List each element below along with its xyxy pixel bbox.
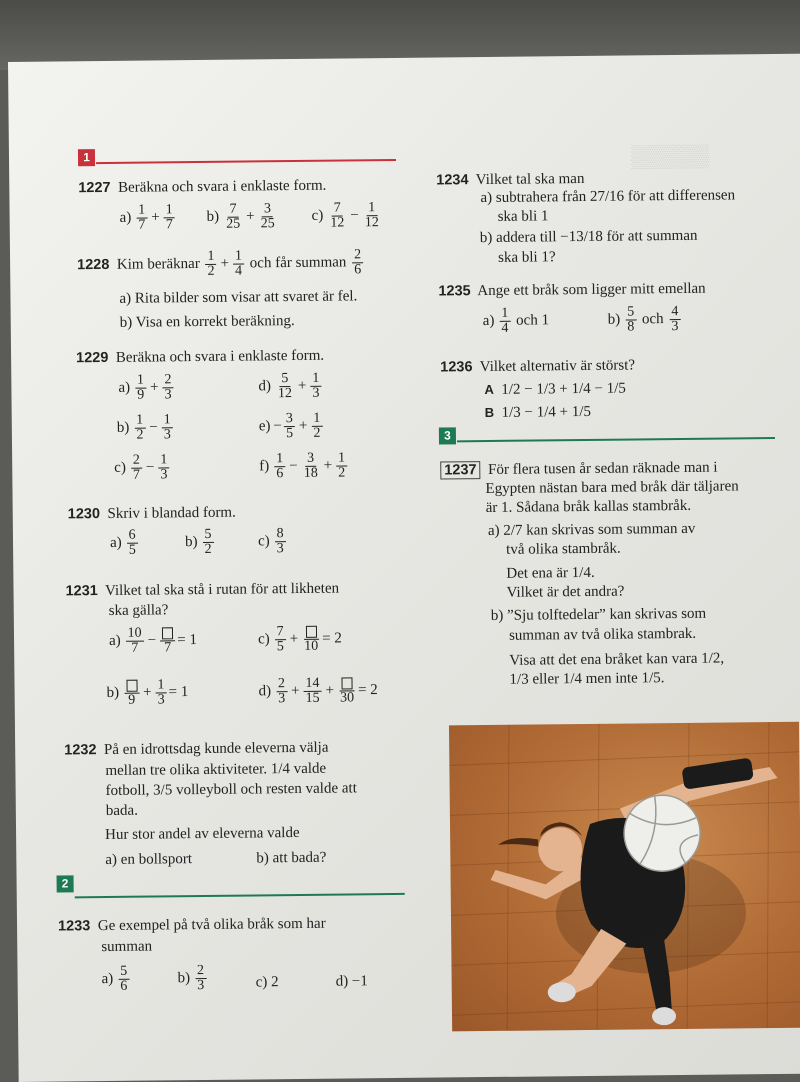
exercise-1232: 1232 På en idrottsdag kunde eleverna välja xyxy=(64,739,329,759)
exercise-1228-a: a) Rita bilder som visar att svaret är fel. xyxy=(119,288,358,307)
exercise-1227-b: b) $\frac{7}{25}$ + $\frac{3}{25}$ xyxy=(206,201,275,232)
exercise-1227-c: c) $\frac{7}{12}$ − $\frac{1}{12}$ xyxy=(311,200,379,231)
exercise-1230-c: c) $\frac{8}{3}$ xyxy=(257,526,284,557)
exercise-1237-b1: b) ”Sju tolftedelar” kan skrivas som xyxy=(490,605,707,624)
exercise-1237-a2: två olika stambråk. xyxy=(506,540,621,558)
exercise-1237-l3: är 1. Sådana bråk kallas stambråk. xyxy=(485,497,692,517)
exercise-1237-a1: a) 2/7 kan skrivas som summan av xyxy=(487,520,696,539)
volleyball-photo xyxy=(449,722,800,1032)
exercise-1229-c: c) $\frac{2}{7}$ − $\frac{1}{3}$ xyxy=(114,452,168,483)
exercise-1234-b1: b) addera till −13/18 för att summan xyxy=(479,227,698,247)
section-badge-2: 2 xyxy=(57,875,74,892)
exercise-1233-a: a) $\frac{5}{6}$ xyxy=(101,963,128,994)
answer-box xyxy=(341,677,352,689)
exercise-1227: 1227 Beräkna och svara i enklaste form. xyxy=(78,177,327,197)
exercise-1232-l3: fotboll, 3/5 volleyboll och resten valde att xyxy=(105,780,357,800)
section-rule-1 xyxy=(96,159,396,164)
exercise-1230-b: b) $\frac{5}{2}$ xyxy=(184,526,212,557)
section-badge-1: 1 xyxy=(78,149,95,166)
exercise-1233: 1233 Ge exempel på två olika bråk som har xyxy=(57,915,326,935)
exercise-1229-a: a) $\frac{1}{9}$ + $\frac{2}{3}$ xyxy=(118,372,172,403)
exercise-1232-l2: mellan tre olika aktiviteter. 1/4 valde xyxy=(105,760,327,780)
exercise-1233-l2: summan xyxy=(101,938,153,956)
exercise-1231-b: b) 9 + $\frac{1}{3}$ = 1 xyxy=(106,677,189,708)
exercise-1233-d: d) −1 xyxy=(335,973,368,990)
exercise-1237-a4: Vilket är det andra? xyxy=(506,583,625,601)
exercise-1237-b3: Visa att det ena bråket kan vara 1/2, xyxy=(509,650,725,669)
exercise-1236-option-b: B 1/3 − 1/4 + 1/5 xyxy=(484,403,592,421)
exercise-1236: 1236 Vilket alternativ är störst? xyxy=(440,357,636,376)
exercise-1229-e: e) − $\frac{3}{5}$ + $\frac{1}{2}$ xyxy=(258,410,321,442)
exercise-1231-c: c) $\frac{7}{5}$ + 10 = 2 xyxy=(257,624,342,655)
exercise-1229: 1229 Beräkna och svara i enklaste form. xyxy=(76,347,325,367)
exercise-1232-l4: bada. xyxy=(105,802,139,820)
section-badge-3: 3 xyxy=(439,427,456,444)
exercise-1231: 1231 Vilket tal ska stå i rutan för att likheten xyxy=(65,580,340,600)
exercise-1234-a2: ska bli 1 xyxy=(497,208,549,225)
exercise-1234-a1: a) subtrahera från 27/16 för att differensen xyxy=(480,187,736,207)
exercise-1227-a: a) $\frac{1}{7}$ + $\frac{1}{7}$ xyxy=(119,202,173,233)
exercise-1228-b: b) Visa en korrekt beräkning. xyxy=(119,313,295,331)
textbook-page xyxy=(8,54,800,1082)
section-rule-2 xyxy=(75,893,405,898)
answer-box xyxy=(126,679,137,691)
exercise-1231-line2: ska gälla? xyxy=(108,602,169,619)
exercise-1237-b2: summan av två olika stambrak. xyxy=(508,625,697,644)
bleed-through: ▒▒▒▒▒ xyxy=(630,142,710,169)
exercise-1237: 1237 För flera tusen år sedan räknade man i xyxy=(440,459,717,481)
exercise-1235-b: b) $\frac{5}{8}$ och $\frac{4}{3}$ xyxy=(607,303,679,335)
exercise-1230: 1230 Skriv i blandad form. xyxy=(67,504,236,523)
exercise-1234: 1234 Vilket tal ska man xyxy=(436,170,585,189)
exercise-1232-b: b) att bada? xyxy=(256,849,327,867)
exercise-1235: 1235 Ange ett bråk som ligger mitt emellan xyxy=(438,280,706,300)
exercise-1229-d: d) $\frac{5}{12}$ + $\frac{1}{3}$ xyxy=(258,370,320,402)
exercise-1233-b: b) $\frac{2}{3}$ xyxy=(177,962,205,994)
answer-box xyxy=(306,626,317,638)
exercise-1232-l5: Hur stor andel av eleverna valde xyxy=(105,824,300,844)
exercise-1229-b: b) $\frac{1}{2}$ − $\frac{1}{3}$ xyxy=(116,412,171,443)
exercise-1233-c: c) 2 xyxy=(255,974,279,991)
exercise-1231-d: d) $\frac{2}{3}$ + $\frac{14}{15}$ + 30 = 2 xyxy=(258,675,378,707)
exercise-1236-option-a: A 1/2 − 1/3 + 1/4 − 1/5 xyxy=(484,380,626,398)
exercise-1228: 1228 Kim beräknar $\frac{1}{2}$ + $\frac{1}{4}$ och får summan $\frac{2}{6}$ xyxy=(77,247,362,279)
volleyball-player-illustration xyxy=(449,722,800,1032)
exercise-1232-a: a) en bollsport xyxy=(105,851,193,869)
exercise-1230-a: a) $\frac{6}{5}$ xyxy=(109,527,136,558)
exercise-1231-a: a) $\frac{10}{7}$ − 7 = 1 xyxy=(108,625,197,656)
answer-box xyxy=(162,627,173,639)
section-rule-3 xyxy=(457,437,775,442)
exercise-1237-b4: 1/3 eller 1/4 men inte 1/5. xyxy=(509,670,665,688)
exercise-1235-a: a) $\frac{1}{4}$ och 1 xyxy=(482,305,550,336)
exercise-1229-f: f) $\frac{1}{6}$ − $\frac{3}{18}$ + $\frac{1}{2}$ xyxy=(259,450,346,482)
exercise-1234-b2: ska bli 1? xyxy=(497,249,556,266)
exercise-1237-a3: Det ena är 1/4. xyxy=(506,564,595,582)
exercise-1237-l2: Egypten nästan bara med bråk där täljaren xyxy=(485,478,739,498)
